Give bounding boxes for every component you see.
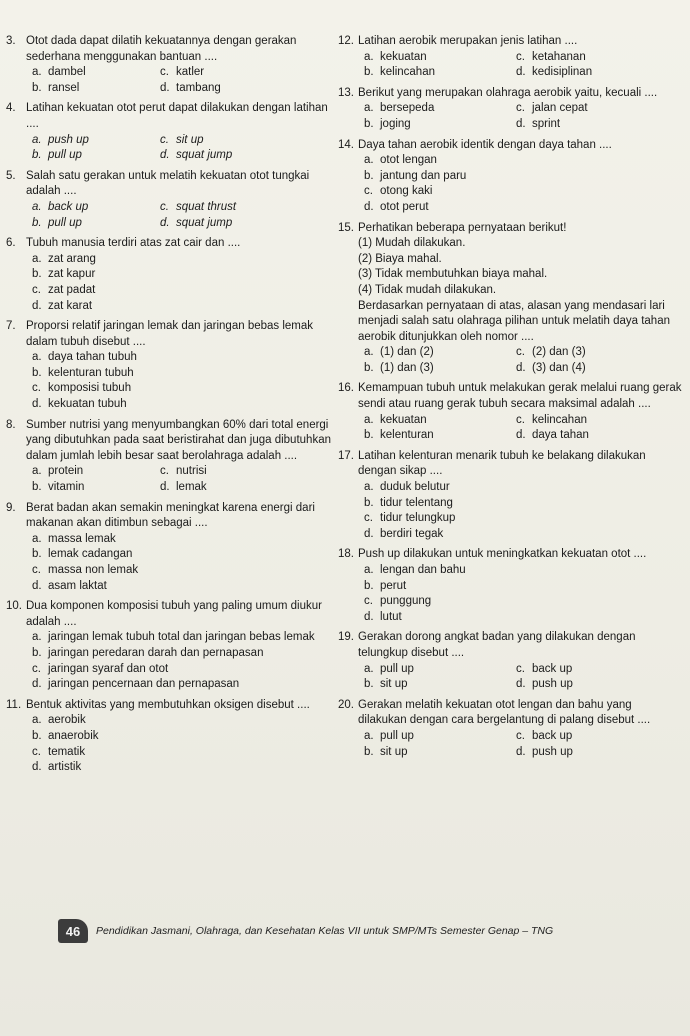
option-letter: a. [32,200,42,213]
question-number: 15. [338,221,354,234]
option-letter: c. [160,465,169,478]
question [6,101,336,163]
option-letter: a. [32,351,42,364]
option-letter: b. [32,81,42,94]
answer-option[interactable] [26,729,336,745]
question [338,381,683,443]
option-text: zat padat [48,283,96,296]
answer-option[interactable] [358,579,683,595]
option-letter: d. [364,527,374,540]
question [6,501,336,595]
option-letter: b. [364,579,374,592]
option-letter: a. [32,252,42,265]
option-text: jantung dan paru [380,169,467,182]
option-letter: d. [160,216,170,229]
option-text: kelincahan [532,413,587,426]
answer-option[interactable] [154,133,336,149]
answer-option[interactable] [510,361,683,377]
option-text: sit up [380,678,408,691]
option-text: daya tahan [532,429,589,442]
question-stem: Gerakan melatih kekuatan otot lengan dan bahu yang dilakukan dengan cara bergelantung di palang disebut .... [358,698,651,727]
option-letter: c. [160,200,169,213]
answer-options [358,345,683,376]
question [6,169,336,231]
answer-option[interactable] [26,760,336,776]
question [338,138,683,216]
option-text: daya tahan tubuh [48,351,137,364]
option-letter: c. [364,185,373,198]
answer-option[interactable] [358,610,683,626]
option-text: perut [380,579,407,592]
answer-option[interactable] [510,345,683,361]
option-letter: a. [364,481,374,494]
option-text: zat kapur [48,268,96,281]
answer-options [358,563,683,625]
option-text: ketahanan [532,50,586,63]
answer-options [358,480,683,542]
statement: (1) Mudah dilakukan. [358,237,466,250]
answer-options [26,630,336,692]
option-text: tidur telungkup [380,512,456,525]
answer-option[interactable] [26,713,336,729]
option-text: aerobik [48,714,86,727]
option-letter: d. [516,429,526,442]
option-letter: b. [32,149,42,162]
answer-option[interactable] [154,81,336,97]
answer-option[interactable] [510,101,683,117]
option-text: zat karat [48,299,93,312]
option-letter: d. [364,610,374,623]
option-text: push up [48,133,89,146]
answer-options [26,532,336,594]
question [338,449,683,543]
option-letter: a. [32,66,42,79]
answer-option[interactable] [510,729,683,745]
option-letter: d. [516,678,526,691]
option-letter: a. [364,729,374,742]
option-text: pull up [380,729,414,742]
option-letter: a. [32,631,42,644]
question-stem: Berikut yang merupakan olahraga aerobik yaitu, kecuali .... [358,86,658,99]
option-text: lengan dan bahu [380,564,466,576]
option-text: katler [176,66,205,79]
answer-option[interactable] [26,148,154,164]
option-text: (3) dan (4) [532,361,586,374]
answer-options [358,101,683,132]
answer-options [26,252,336,314]
option-letter: b. [364,361,374,374]
answer-option[interactable] [26,381,336,397]
option-text: jaringan peredaran darah dan pernapasan [48,646,264,659]
option-letter: d. [160,481,170,494]
option-text: kekuatan [380,413,427,426]
question [338,698,683,760]
option-letter: c. [364,595,373,608]
option-letter: b. [32,729,42,742]
answer-options [358,662,683,693]
question [338,221,683,377]
question-stem: Latihan kekuatan otot perut dapat dilakukan dengan latihan .... [26,102,328,130]
answer-options [358,153,683,215]
question-number: 7. [6,320,16,333]
option-text: nutrisi [176,465,207,478]
option-letter: a. [364,346,374,359]
answer-option[interactable] [358,594,683,610]
option-text: otot lengan [380,154,437,167]
option-letter: c. [516,662,525,675]
answer-option[interactable] [26,216,154,232]
option-letter: b. [364,66,374,79]
option-text: kekuatan [380,50,427,63]
question [6,599,336,693]
answer-options [26,350,336,412]
question-number: 12. [338,35,354,47]
option-letter: b. [32,216,42,229]
answer-option[interactable] [358,662,510,678]
option-text: kekuatan tubuh [48,398,127,411]
question-number: 4. [6,102,16,115]
answer-option[interactable] [26,630,336,646]
question-stem: Bentuk aktivitas yang membutuhkan oksigen disebut .... [26,698,310,711]
option-letter: d. [160,149,170,162]
footer-text: Pendidikan Jasmani, Olahraga, dan Kesehatan Kelas VII untuk SMP/MTs Semester Genap – TNG [96,925,554,937]
option-letter: b. [32,646,42,659]
question [6,319,336,413]
option-text: vitamin [48,481,85,494]
option-letter: b. [364,429,374,442]
option-letter: a. [32,532,42,545]
answer-option[interactable] [358,117,510,133]
question-number: 19. [338,631,354,644]
option-letter: c. [516,50,525,63]
question-stem-continued: Berdasarkan pernyataan di atas, alasan yang mendasari lari menjadi salah satu olahraga pilihan untuk melatih daya tahan aerobik ditunjukkan oleh nomor .... [358,299,670,343]
question-stem: Latihan aerobik merupakan jenis latihan .... [358,35,578,47]
answer-option[interactable] [154,480,336,496]
option-text: protein [48,465,84,478]
answer-option[interactable] [358,511,683,527]
answer-option[interactable] [154,464,336,480]
option-text: tematik [48,745,86,758]
option-letter: c. [160,66,169,79]
option-text: otong kaki [380,185,433,198]
answer-option[interactable] [510,50,683,66]
answer-option[interactable] [26,464,154,480]
option-text: sit up [380,745,408,758]
answer-option[interactable] [358,413,510,429]
option-letter: d. [516,361,526,374]
option-letter: b. [364,169,374,182]
question-number: 11. [6,698,22,711]
answer-option[interactable] [26,662,336,678]
answer-option[interactable] [154,65,336,81]
question-stem: Push up dilakukan untuk meningkatkan kekuatan otot .... [358,548,647,561]
page-number-badge: 46 [58,919,88,943]
option-text: anaerobik [48,729,99,742]
option-text: pull up [48,216,82,229]
option-letter: d. [364,200,374,213]
answer-option[interactable] [358,527,683,543]
option-text: back up [532,729,573,742]
question-stem: Perhatikan beberapa pernyataan berikut! [358,221,567,234]
question-number: 9. [6,501,16,514]
answer-options [358,50,683,81]
option-letter: b. [32,366,42,379]
option-text: push up [532,745,573,758]
option-text: lemak [176,481,207,494]
option-letter: c. [516,729,525,742]
option-letter: d. [32,299,42,312]
answer-option[interactable] [26,283,336,299]
option-text: tidur telentang [380,496,453,509]
answer-option[interactable] [510,413,683,429]
option-letter: c. [160,133,169,146]
answer-option[interactable] [358,184,683,200]
page-footer [58,918,628,944]
option-letter: b. [32,268,42,281]
option-letter: b. [364,745,374,758]
answer-option[interactable] [26,267,336,283]
option-letter: d. [32,761,42,774]
option-letter: b. [32,548,42,561]
answer-option[interactable] [26,366,336,382]
option-letter: c. [32,662,41,675]
answer-option[interactable] [26,350,336,366]
answer-options [358,413,683,444]
option-text: ransel [48,81,80,94]
option-text: punggung [380,595,432,608]
option-text: sprint [532,117,561,130]
option-text: otot perut [380,200,429,213]
answer-option[interactable] [510,65,683,81]
option-letter: c. [32,283,41,296]
option-letter: a. [32,714,42,727]
option-text: lemak cadangan [48,548,133,561]
question [338,547,683,625]
option-text: tambang [176,81,221,94]
question [6,698,336,776]
question [6,418,336,496]
answer-option[interactable] [26,81,154,97]
option-text: push up [532,678,573,691]
answer-option[interactable] [26,547,336,563]
option-text: pull up [48,149,82,162]
answer-option[interactable] [26,200,154,216]
question-number: 8. [6,418,16,431]
option-letter: d. [516,745,526,758]
option-letter: b. [32,481,42,494]
option-text: massa lemak [48,532,116,545]
question-number: 10. [6,600,22,613]
option-letter: c. [32,745,41,758]
option-letter: b. [364,678,374,691]
question-stem: Proporsi relatif jaringan lemak dan jaringan bebas lemak dalam tubuh disebut .... [26,320,314,348]
option-letter: a. [364,564,374,576]
question-stem: Daya tahan aerobik identik dengan daya tahan .... [358,138,612,151]
question-stem: Otot dada dapat dilatih kekuatannya dengan gerakan sederhana menggunakan bantuan .... [26,35,297,63]
answer-option[interactable] [358,101,510,117]
option-letter: a. [364,50,374,63]
option-text: (1) dan (2) [380,346,434,359]
option-letter: b. [364,117,374,130]
question-stem: Kemampuan tubuh untuk melakukan gerak melalui ruang gerak sendi atau ruang gerak tubuh secara maksimal adalah .... [358,382,682,411]
option-text: squat thrust [176,200,237,213]
left-column [6,34,336,781]
option-text: jaringan lemak tubuh total dan jaringan bebas lemak [48,631,315,644]
answer-option[interactable] [26,745,336,761]
option-text: (1) dan (3) [380,361,434,374]
option-letter: a. [364,102,374,115]
answer-option[interactable] [26,133,154,149]
answer-option[interactable] [358,345,510,361]
answer-option[interactable] [154,148,336,164]
question-stem: Salah satu gerakan untuk melatih kekuatan otot tungkai adalah .... [26,169,310,198]
option-text: joging [380,117,411,130]
option-text: pull up [380,662,414,675]
answer-option[interactable] [26,397,336,413]
answer-option[interactable] [154,200,336,216]
option-letter: c. [32,564,41,576]
option-letter: d. [32,579,42,592]
question-number: 17. [338,449,354,462]
answer-option[interactable] [510,428,683,444]
answer-option[interactable] [26,563,336,579]
option-text: lutut [380,610,402,623]
question-number: 16. [338,382,354,395]
answer-options [26,65,336,96]
option-letter: a. [364,413,374,426]
answer-options [26,200,336,231]
answer-option[interactable] [510,117,683,133]
question-number: 20. [338,698,354,711]
option-text: kelincahan [380,66,435,79]
option-text: kedisiplinan [532,66,593,79]
option-text: squat jump [176,216,233,229]
option-letter: d. [516,66,526,79]
answer-option[interactable] [358,50,510,66]
answer-option[interactable] [358,563,683,579]
answer-option[interactable] [358,200,683,216]
answer-option[interactable] [358,169,683,185]
option-letter: d. [32,678,42,691]
question [338,86,683,133]
answer-option[interactable] [358,153,683,169]
answer-option[interactable] [26,646,336,662]
option-letter: a. [364,662,374,675]
question-number: 6. [6,237,16,250]
question-stem: Latihan kelenturan menarik tubuh ke belakang dilakukan dengan sikap .... [358,449,646,478]
option-text: massa non lemak [48,564,139,576]
option-text: jaringan pencernaan dan pernapasan [48,678,240,691]
option-letter: c. [516,413,525,426]
option-text: kelenturan [380,429,434,442]
option-letter: a. [32,465,42,478]
option-text: asam laktat [48,579,107,592]
question-stem: Berat badan akan semakin meningkat karena energi dari makanan akan ditimbun sebagai .... [26,501,315,530]
question-stem: Gerakan dorong angkat badan yang dilakukan dengan telungkup disebut .... [358,631,636,659]
option-letter: d. [32,398,42,411]
option-text: squat jump [176,149,233,162]
answer-option[interactable] [26,480,154,496]
option-text: komposisi tubuh [48,382,132,395]
statement: (4) Tidak mudah dilakukan. [358,283,497,296]
answer-option[interactable] [510,745,683,761]
option-letter: d. [516,117,526,130]
answer-option[interactable] [358,745,510,761]
answer-option[interactable] [26,65,154,81]
question-stem: Tubuh manusia terdiri atas zat cair dan .... [26,237,241,250]
answer-option[interactable] [358,428,510,444]
answer-option[interactable] [26,579,336,595]
option-text: (2) dan (3) [532,346,586,359]
answer-option[interactable] [358,480,683,496]
right-column [338,34,683,765]
answer-options [26,713,336,775]
option-text: back up [532,662,573,675]
option-text: kelenturan tubuh [48,366,134,379]
question-number: 3. [6,35,16,47]
statement: (2) Biaya mahal. [358,252,442,265]
option-text: dambel [48,66,86,79]
option-text: sit up [176,133,204,146]
question-number: 18. [338,548,354,561]
option-letter: c. [364,512,373,525]
answer-option[interactable] [358,677,510,693]
option-letter: c. [516,102,525,115]
option-letter: a. [364,154,374,167]
statement: (3) Tidak membutuhkan biaya mahal. [358,268,548,281]
answer-option[interactable] [26,532,336,548]
answer-option[interactable] [358,65,510,81]
question [6,34,336,96]
question-stem: Sumber nutrisi yang menyumbangkan 60% dari total energi yang dibutuhkan pada saat beristirahat dan juga dibutuhkan dalam jumlah lebih besar saat berolahraga adalah .... [26,418,331,462]
answer-option[interactable] [358,361,510,377]
option-text: back up [48,200,89,213]
option-letter: a. [32,133,42,146]
question [338,630,683,692]
option-text: berdiri tegak [380,527,444,540]
answer-options [26,133,336,164]
option-text: artistik [48,761,82,774]
option-letter: c. [516,346,525,359]
answer-options [26,464,336,495]
option-letter: b. [364,496,374,509]
answer-option[interactable] [154,216,336,232]
option-text: bersepeda [380,102,435,115]
answer-option[interactable] [26,252,336,268]
option-letter: c. [32,382,41,395]
question-number: 14. [338,138,354,151]
question-number: 5. [6,169,16,182]
option-text: zat arang [48,252,96,265]
answer-option[interactable] [26,299,336,315]
option-letter: d. [160,81,170,94]
option-text: jaringan syaraf dan otot [48,662,169,675]
answer-options [358,729,683,760]
answer-option[interactable] [510,677,683,693]
answer-option[interactable] [358,729,510,745]
question-stem: Dua komponen komposisi tubuh yang paling umum diukur adalah .... [26,600,322,628]
option-text: duduk belutur [380,481,450,494]
question-number: 13. [338,86,354,99]
answer-option[interactable] [358,496,683,512]
option-text: jalan cepat [532,102,588,115]
answer-option[interactable] [26,677,336,693]
answer-option[interactable] [510,662,683,678]
question [338,34,683,81]
question [6,236,336,314]
